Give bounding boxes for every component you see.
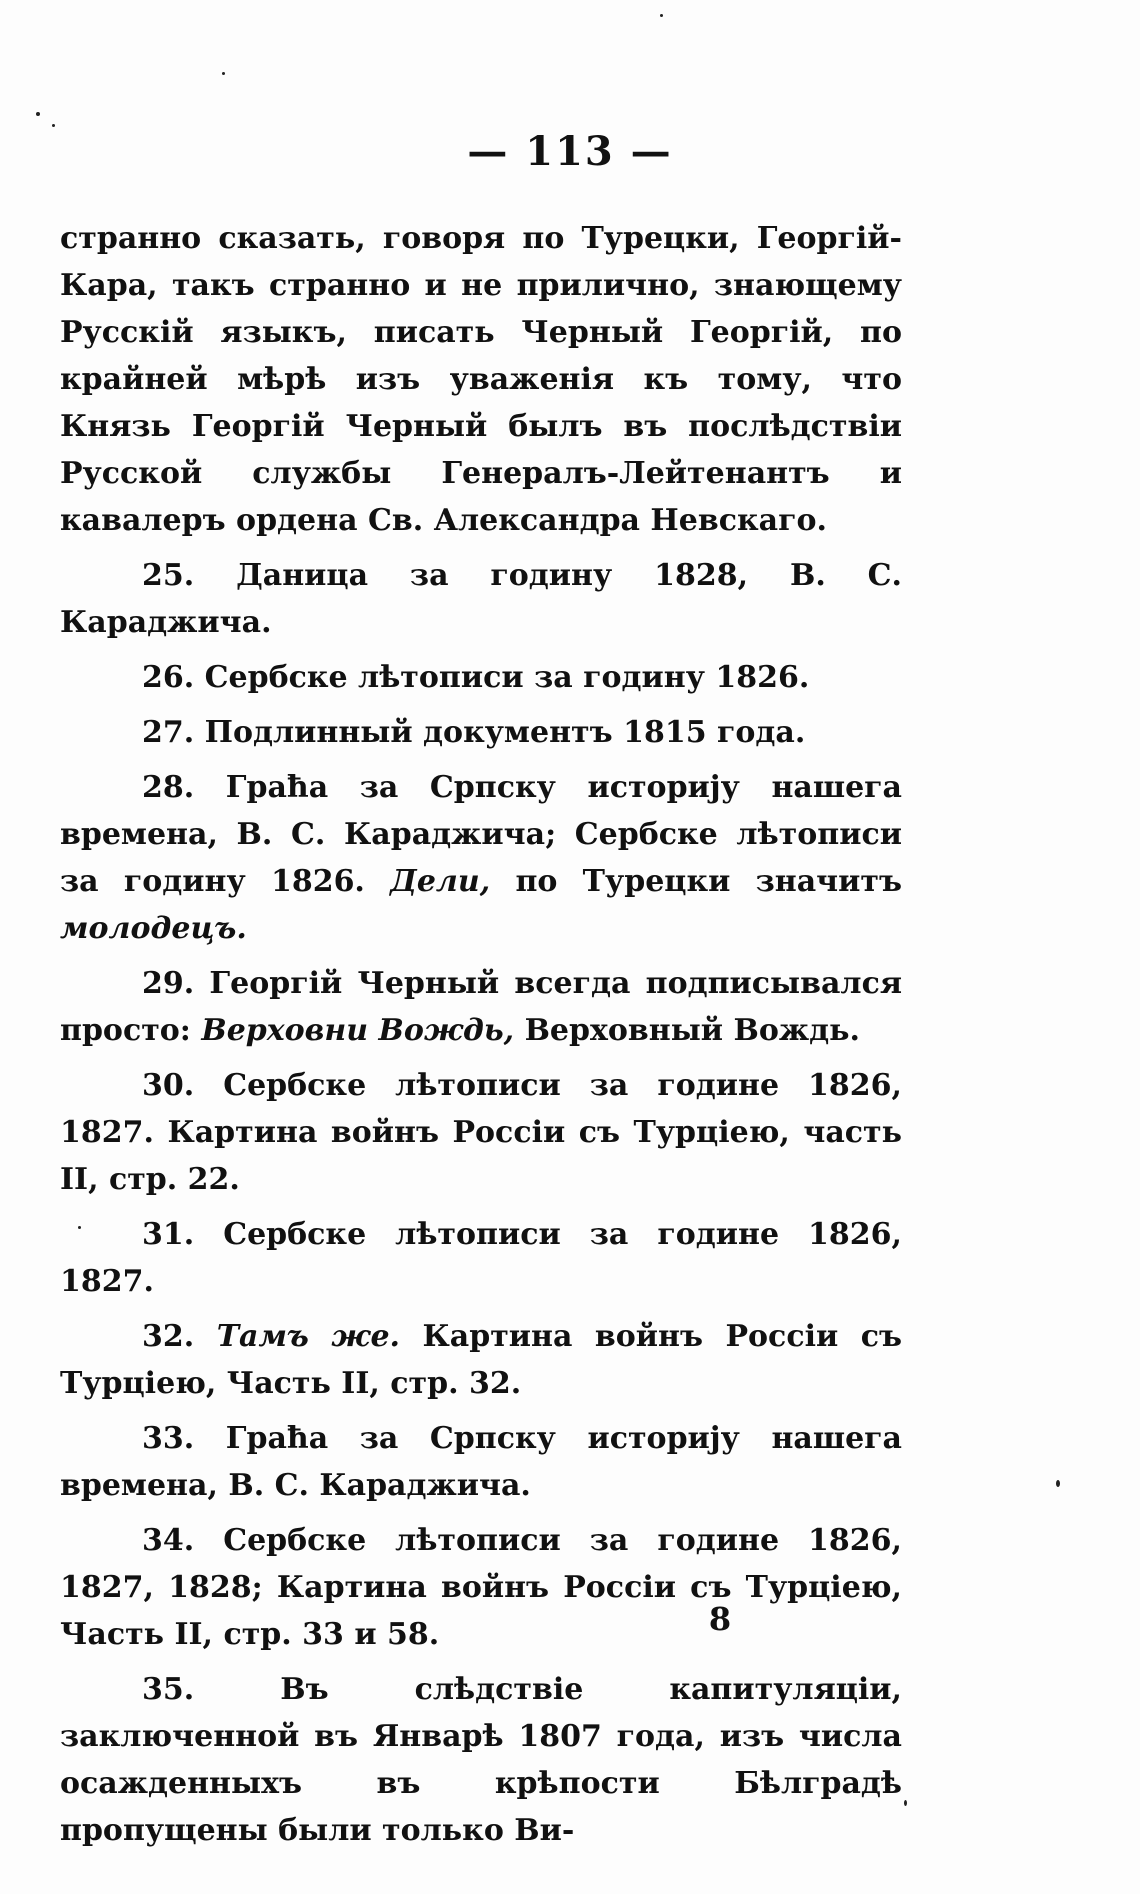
print-speck — [660, 14, 663, 17]
note-32-number: 32. — [142, 1319, 195, 1354]
note-28-italic-word: Дели, — [390, 864, 491, 899]
note-28-middle: по Турецки значитъ — [515, 864, 902, 899]
print-speck — [1056, 1480, 1060, 1487]
note-26: 26. Сербске лѣтописи за годину 1826. — [142, 660, 810, 695]
print-speck — [904, 1800, 907, 1806]
note-33: 33. Граħа за Српску историју нашега времена, В. С. Караджича. — [60, 1421, 902, 1503]
print-speck — [52, 124, 55, 127]
note-25: 25. Даница за годину 1828, В. С. Караджича. — [60, 558, 902, 640]
note-32 — [60, 1313, 902, 1407]
print-speck — [78, 1226, 81, 1229]
note-28 — [60, 764, 902, 952]
note-27: 27. Подлинный документъ 1815 года. — [142, 715, 806, 750]
page-number: — 113 — — [467, 128, 673, 175]
note-29-italic-title: Верховни Вождь, — [201, 1013, 515, 1048]
note-29-text: 29. Георгій Черный всегда подписывался просто: — [60, 966, 902, 1048]
note-35: 35. Въ слѣдствіе капитуляціи, заключенной въ Январѣ 1807 года, изъ числа осажденныхъ въ крѣпости Бѣлградѣ пропущены были только Ви- — [60, 1672, 902, 1848]
note-34: 34. Сербске лѣтописи за године 1826, 1827, 1828; Картина войнъ Россіи съ Турціею, Часть II, стр. 33 и 58. — [60, 1523, 902, 1652]
signature-mark-row — [0, 1600, 1140, 1638]
note-29 — [60, 960, 902, 1054]
note-31: 31. Сербске лѣтописи за године 1826, 1827. — [60, 1217, 902, 1299]
note-29-translation: Верховный Вождь. — [524, 1013, 860, 1048]
note-32-text: Картина войнъ Россіи съ Турціею, Часть II, стр. 32. — [60, 1319, 903, 1401]
print-speck — [36, 112, 40, 116]
note-32-italic-ibid: Тамъ же. — [216, 1319, 400, 1354]
signature-mark: 8 — [708, 1600, 732, 1638]
print-speck — [222, 72, 225, 75]
note-28-italic-meaning: молодецъ. — [60, 911, 247, 946]
note-30: 30. Сербске лѣтописи за године 1826, 1827. Картина войнъ Россіи съ Турціею, часть II, стр. 22. — [60, 1068, 902, 1197]
note-28-text: 28. Граħа за Српску историју нашега времена, В. С. Караджича; Сербске лѣтописи за годину 1826. — [60, 770, 902, 899]
continuation-paragraph: странно сказать, говоря по Турецки, Георгій-Кара, такъ странно и не прилично, знающему Русскій языкъ, писать Черный Георгій, по крайней мѣрѣ изъ уваженія къ тому, что Князь Георгій Черный былъ въ послѣдствіи Русской службы Генералъ-Лейтенантъ и кавалеръ ордена Св. Александра Невскаго. — [60, 221, 902, 538]
